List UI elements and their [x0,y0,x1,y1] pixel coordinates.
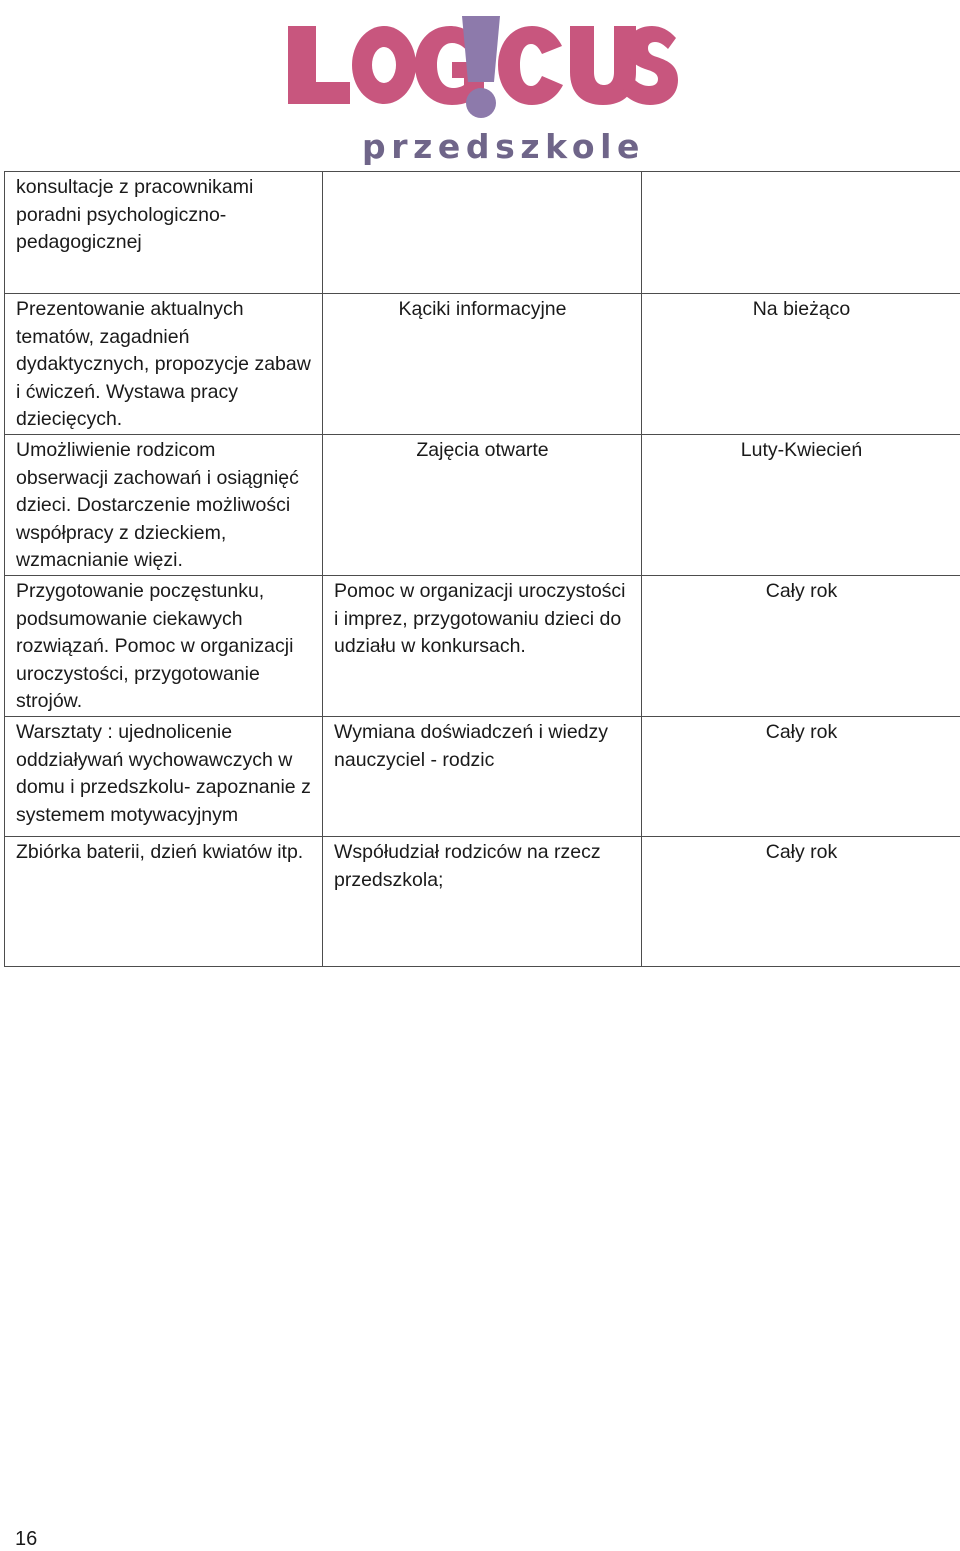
term-cell [642,172,960,294]
page-number: 16 [15,1528,38,1550]
table-row [5,294,960,435]
logo-subtitle: przedszkole [362,127,645,166]
activity-cell: Umożliwienie rodzicom obserwacji zachowań i osiągnięć dzieci. Dostarczenie możliwości współpracy z dzieckiem, wzmacnianie więzi. [5,434,323,575]
parent-cooperation-table [4,171,960,967]
table-row [5,434,960,575]
activity-cell: konsultacje z pracownikami poradni psychologiczno-pedagogicznej [5,172,323,294]
activity-cell: Przygotowanie poczęstunku, podsumowanie ciekawych rozwiązań. Pomoc w organizacji uroczystości, przygotowanie strojów. [5,575,323,716]
table-row [5,172,960,294]
activity-cell: Prezentowanie aktualnych tematów, zagadnień dydaktycznych, propozycje zabaw i ćwiczeń. Wystawa pracy dziecięcych. [5,294,323,435]
form-cell: Kąciki informacyjne [323,294,642,435]
activity-cell: Warsztaty : ujednolicenie oddziaływań wychowawczych w domu i przedszkolu- zapoznanie z systemem motywacyjnym [5,716,323,836]
logicus-logo-graphic [280,6,690,168]
form-cell [323,172,642,294]
form-cell: Pomoc w organizacji uroczystości i imprez, przygotowaniu dzieci do udziału w konkursach. [323,575,642,716]
term-cell: Cały rok [642,716,960,836]
logo [280,6,690,168]
term-cell: Cały rok [642,575,960,716]
form-cell: Wymiana doświadczeń i wiedzy nauczyciel - rodzic [323,716,642,836]
form-cell: Zajęcia otwarte [323,434,642,575]
table-row [5,575,960,716]
term-cell: Na bieżąco [642,294,960,435]
table-row [5,716,960,836]
form-cell: Współudział rodziców na rzecz przedszkola; [323,836,642,966]
table-row [5,836,960,966]
term-cell: Cały rok [642,836,960,966]
term-cell: Luty-Kwiecień [642,434,960,575]
activity-cell: Zbiórka baterii, dzień kwiatów itp. [5,836,323,966]
